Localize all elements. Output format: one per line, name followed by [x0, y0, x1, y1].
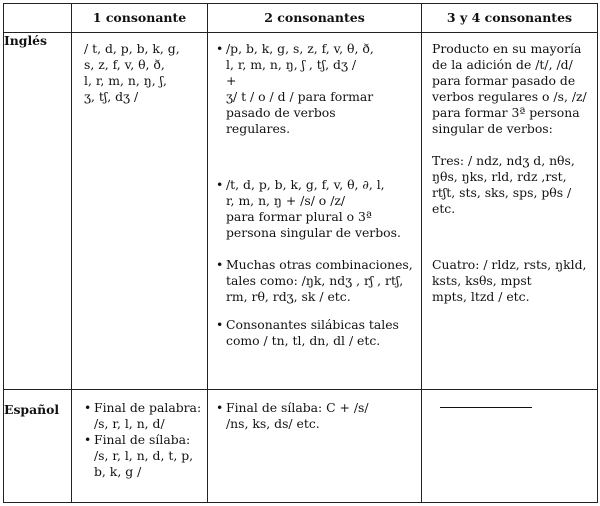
header-3-4-consonantes: 3 y 4 consonantes: [422, 4, 598, 33]
ingles-2-item-4: Consonantes silábicas tales como / tn, tl, dn, dl / etc.: [226, 317, 399, 348]
ingles-3-intro: Producto en su mayoría de la adición de /t/, /d/ para formar pasado de verbos regulares o /s, /z/ para formar 3ª persona singular de verbos:: [432, 41, 587, 136]
empty-dash: [440, 407, 532, 408]
consonant-cluster-table: [3, 3, 598, 503]
list-item: [84, 400, 201, 432]
espanol-1-item-2: Final de sílaba: /s, r, l, n, d, t, p, b, k, g /: [94, 432, 194, 479]
bullet-icon: •: [216, 177, 224, 192]
list-item: [216, 41, 415, 137]
cell-espanol-3: [422, 390, 598, 503]
espanol-1-item-1: Final de palabra: /s, r, l, n, d/: [94, 400, 202, 431]
row-label-espanol: Español: [4, 390, 72, 503]
cell-ingles-1: [72, 33, 208, 390]
row-ingles: [4, 33, 598, 390]
bullet-icon: •: [84, 400, 92, 415]
bullet-icon: •: [216, 41, 224, 56]
ingles-3-tres: Tres: / ndz, ndʒ d, nθs, ŋθs, ŋks, rld, rdz ,rst, rtʃt, sts, sks, sps, pθs / etc.: [432, 153, 575, 216]
cell-espanol-1: [72, 390, 208, 503]
bullet-icon: •: [216, 400, 224, 415]
header-2-consonantes: 2 consonantes: [208, 4, 422, 33]
ingles-2-item-2: /t, d, p, b, k, g, f, v, θ, ∂, l, r, m, n, ŋ + /s/ o /z/ para formar plural o 3ª persona singular de verbos.: [226, 177, 401, 240]
cell-ingles-2: [208, 33, 422, 390]
header-1-consonante: 1 consonante: [72, 4, 208, 33]
bullet-icon: •: [216, 257, 224, 272]
ingles-2-item-3: Muchas otras combinaciones, tales como: /ŋk, ndʒ , rʃ , rtʃ, rm, rθ, rdʒ, sk / etc.: [226, 257, 413, 304]
list-item: [216, 317, 415, 349]
list-item: [84, 432, 201, 480]
bullet-icon: •: [84, 432, 92, 447]
header-row: [4, 4, 598, 33]
list-item: [216, 177, 415, 241]
espanol-2-item-1: Final de sílaba: C + /s/ /ns, ks, ds/ etc.: [226, 400, 369, 431]
ingles-3-cuatro: Cuatro: / rldz, rsts, ŋkld, ksts, ksθs, mpst mpts, ltzd / etc.: [432, 257, 587, 304]
cell-espanol-2: [208, 390, 422, 503]
cell-ingles-3: [422, 33, 598, 390]
row-label-ingles: Inglés: [4, 33, 72, 390]
ingles-2-item-1: /p, b, k, g, s, z, f, v, θ, ð, l, r, m, n, ŋ, ʃ , tʃ, dʒ / + ʒ/ t / o / d / para formar pasado de verbos regulares.: [226, 41, 374, 136]
row-espanol: [4, 390, 598, 503]
list-item: [216, 257, 415, 305]
header-empty: [4, 4, 72, 33]
bullet-icon: •: [216, 317, 224, 332]
ingles-1-consonants: / t, d, p, b, k, g, s, z, f, v, θ, ð, l, r, m, n, ŋ, ʃ, ʒ, tʃ, dʒ /: [84, 41, 180, 104]
list-item: [216, 400, 415, 432]
